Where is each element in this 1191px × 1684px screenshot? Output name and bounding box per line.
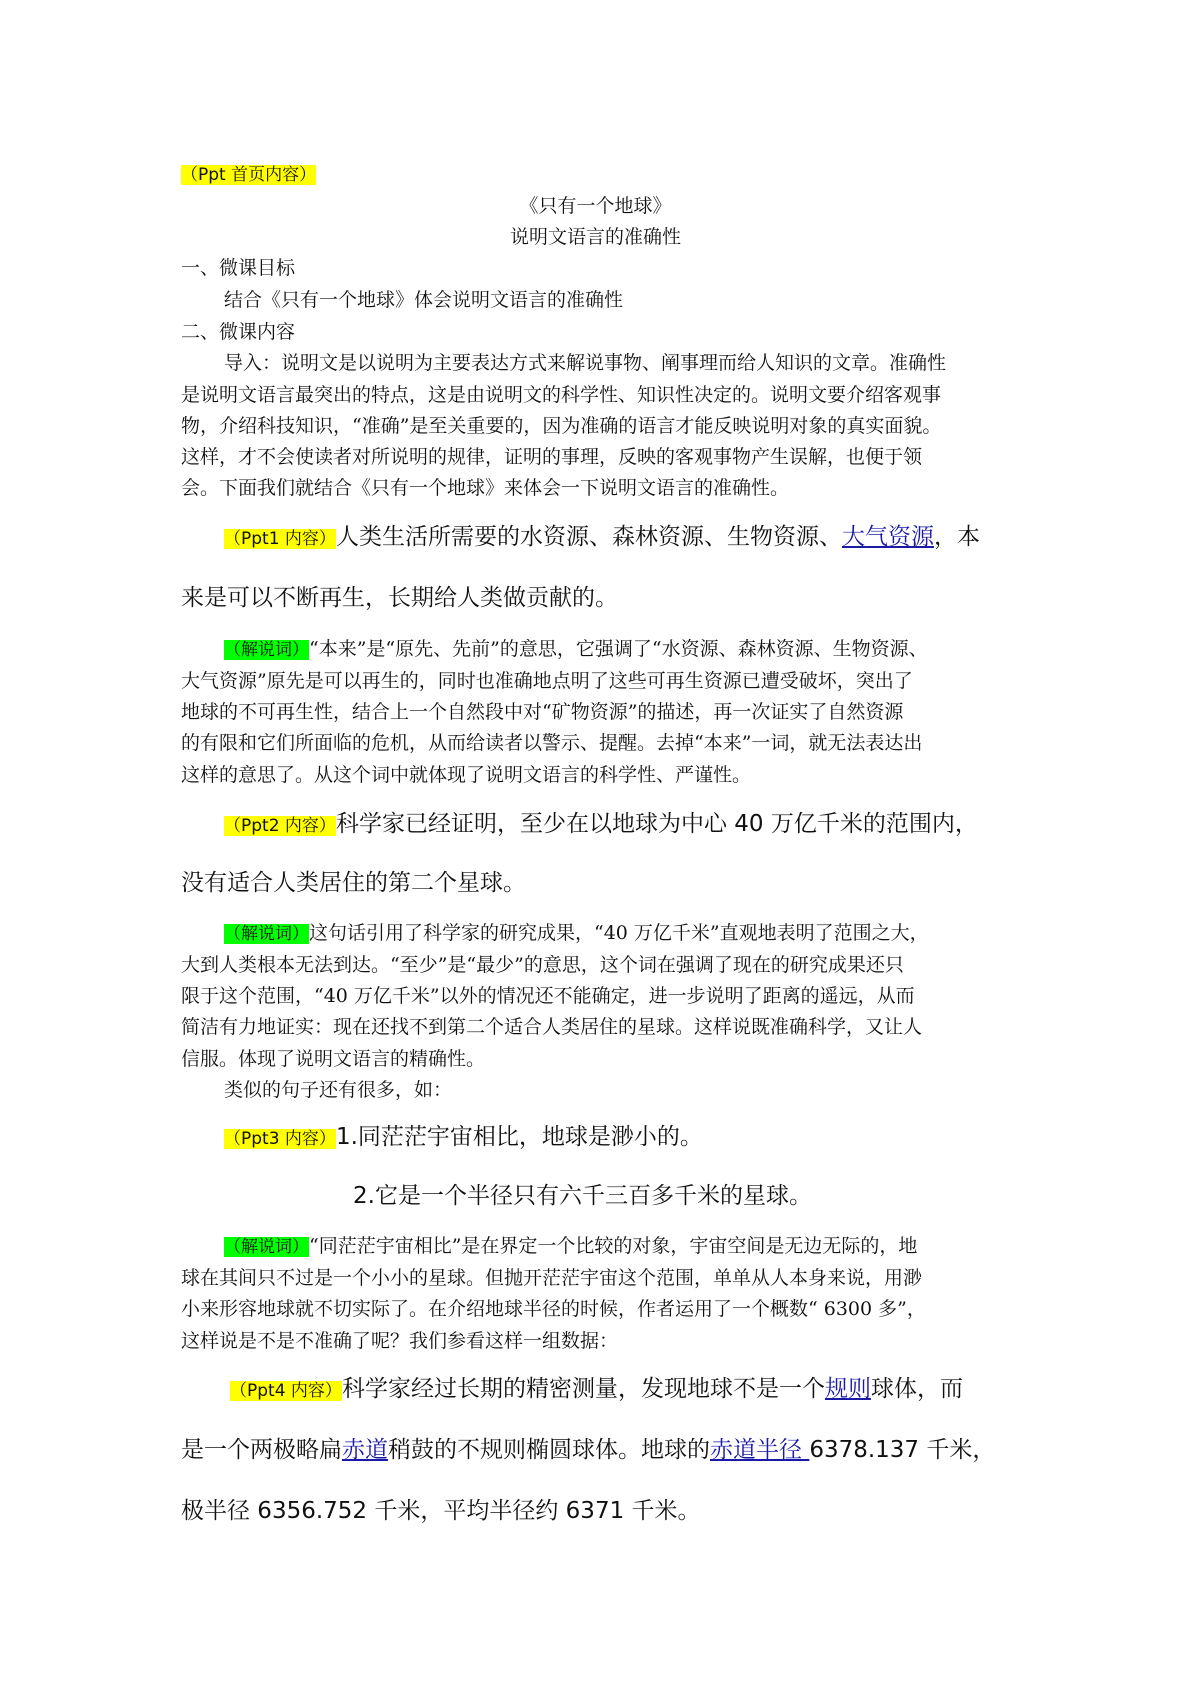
explain2-text: 这句话引用了科学家的研究成果，“40 万亿千米”直观地表明了范围之大， — [309, 922, 929, 944]
intro-line: 是说明文语言最突出的特点，这是由说明文的科学性、知识性决定的。说明文要介绍客观事 — [181, 384, 942, 406]
ppt1-text-end: ，本 — [933, 524, 980, 550]
explain1-text: “本来”是“原先、先前”的意思，它强调了“水资源、森林资源、生物资源、 — [309, 638, 928, 660]
explain2-line: 简洁有力地证实：现在还找不到第二个适合人类居住的星球。这样说既准确科学，又让人 — [181, 1016, 923, 1038]
ppt4-l2-mid: 稍鼓的不规则椭圆球体。地球的 — [388, 1437, 710, 1463]
ppt4-link-regular[interactable]: 规则 — [824, 1376, 871, 1402]
ppt2-tag: （Ppt2 内容） — [224, 816, 336, 836]
explain2-line: 大到人类根本无法到达。“至少”是“最少”的意思，这个词在强调了现在的研究成果还只 — [181, 954, 904, 976]
explain3-line: 球在其间只不过是一个小小的星球。但抛开茫茫宇宙这个范围，单单从人本身来说，用渺 — [181, 1267, 923, 1289]
ppt4-line3: 极半径 6356.752 千米，平均半径约 6371 千米。 — [181, 1498, 701, 1524]
ppt4-tag: （Ppt4 内容） — [230, 1381, 342, 1401]
ppt3-tag: （Ppt3 内容） — [224, 1129, 336, 1149]
explain2-line: 信服。体现了说明文语言的精确性。 — [181, 1048, 486, 1070]
cover-tag-highlight: （Ppt 首页内容） — [181, 165, 317, 185]
document-title: 《只有一个地球》 — [519, 195, 672, 217]
ppt4-text-end: 球体，而 — [870, 1376, 963, 1402]
ppt4-link-equatorial-radius[interactable]: 赤道半径 — [710, 1437, 810, 1463]
ppt1-link-air-resources[interactable]: 大气资源 — [841, 524, 934, 550]
ppt4-l2-text: 是一个两极略扁 — [181, 1437, 342, 1463]
explain2-line: 限于这个范围，“40 万亿千米”以外的情况还不能确定，进一步说明了距离的遥远，从而 — [181, 985, 915, 1007]
explain1-line: 地球的不可再生性，结合上一个自然段中对“矿物资源”的描述，再一次证实了自然资源 — [181, 701, 904, 723]
section1-goal: 结合《只有一个地球》体会说明文语言的准确性 — [224, 289, 624, 311]
section1-heading: 一、微课目标 — [181, 257, 296, 279]
explain3-tag: （解说词） — [224, 1237, 309, 1257]
ppt1-line1 — [224, 521, 980, 555]
explain1-line: 这样的意思了。从这个词中就体现了说明文语言的科学性、严谨性。 — [181, 764, 752, 786]
document-subtitle: 说明文语言的准确性 — [509, 226, 681, 248]
ppt4-line2 — [181, 1434, 995, 1466]
ppt3-line1 — [224, 1121, 703, 1155]
ppt1-tag: （Ppt1 内容） — [224, 529, 336, 549]
explain1-line: 的有限和它们所面临的危机，从而给读者以警示、提醒。去掉“本来”一词，就无法表达出 — [181, 732, 923, 754]
explain3-line: 小来形容地球就不切实际了。在介绍地球半径的时候，作者运用了一个概数“ 6300 多”， — [181, 1298, 926, 1320]
ppt1-line2: 来是可以不断再生，长期给人类做贡献的。 — [181, 585, 618, 611]
ppt4-text: 科学家经过长期的精密测量，发现地球不是一个 — [341, 1376, 825, 1402]
section2-heading: 二、微课内容 — [181, 321, 296, 343]
ppt2-line2: 没有适合人类居住的第二个星球。 — [181, 870, 526, 896]
ppt4-link-equator[interactable]: 赤道 — [342, 1437, 388, 1463]
explain3-text: “同茫茫宇宙相比”是在界定一个比较的对象，宇宙空间是无边无际的，地 — [309, 1235, 918, 1257]
ppt2-text: 科学家已经证明，至少在以地球为中心 40 万亿千米的范围内， — [335, 811, 978, 837]
ppt2-line1 — [224, 808, 978, 842]
intro-line: 会。下面我们就结合《只有一个地球》来体会一下说明文语言的准确性。 — [181, 477, 790, 499]
explain3-first-line — [224, 1230, 917, 1263]
explain2-similar: 类似的句子还有很多，如： — [224, 1079, 453, 1101]
explain2-first-line — [224, 917, 929, 950]
explain1-first-line — [224, 633, 928, 666]
ppt3-item2: 2.它是一个半径只有六千三百多千米的星球。 — [353, 1183, 812, 1209]
explain3-line: 这样说是不是不准确了呢？我们参看这样一组数据： — [181, 1330, 619, 1352]
explain2-tag: （解说词） — [224, 924, 309, 944]
ppt1-text: 人类生活所需要的水资源、森林资源、生物资源、 — [335, 524, 842, 550]
intro-line: 这样，才不会使读者对所说明的规律，证明的事理，反映的客观事物产生误解，也便于领 — [181, 446, 923, 468]
intro-line: 物，介绍科技知识，“准确”是至关重要的，因为准确的语言才能反映说明对象的真实面貌。 — [181, 415, 942, 437]
intro-line: 导入：说明文是以说明为主要表达方式来解说事物、阐事理而给人知识的文章。准确性 — [224, 352, 947, 374]
ppt4-l2-end: 6378.137 千米， — [809, 1437, 996, 1463]
ppt3-item1: 1.同茫茫宇宙相比，地球是渺小的。 — [335, 1124, 703, 1150]
ppt4-line1 — [230, 1373, 963, 1407]
explain1-tag: （解说词） — [224, 640, 309, 660]
explain1-line: 大气资源”原先是可以再生的，同时也准确地点明了这些可再生资源已遭受破坏，突出了 — [181, 670, 913, 692]
ppt-cover-tag — [181, 158, 316, 191]
